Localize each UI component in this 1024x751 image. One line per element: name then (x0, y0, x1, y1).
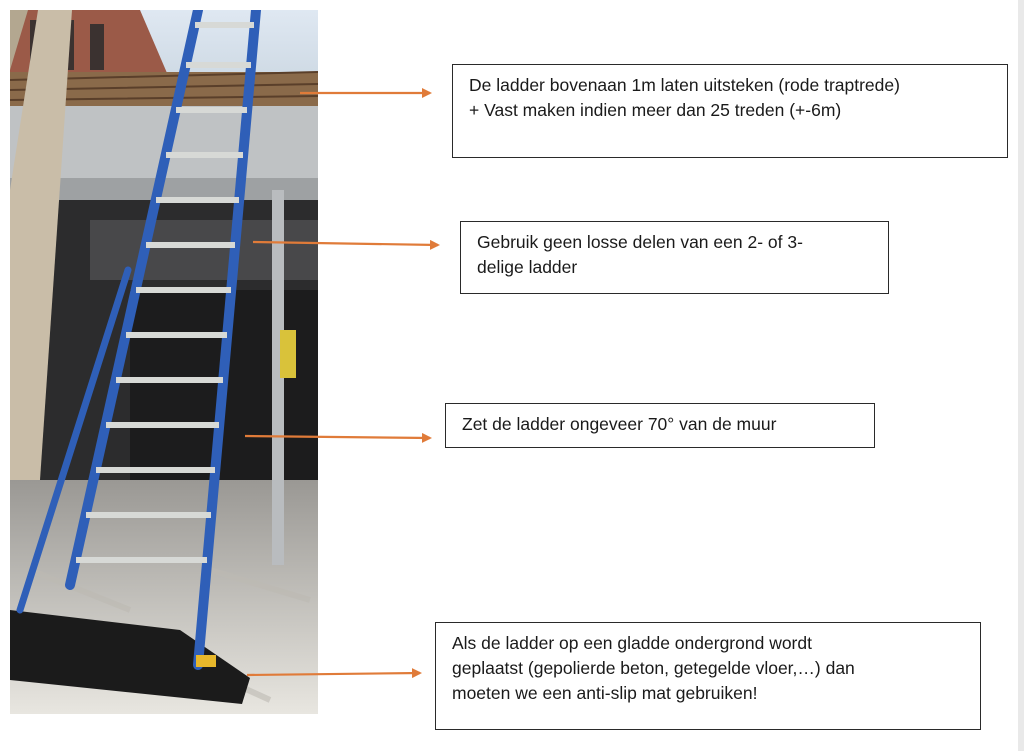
page-edge (1018, 0, 1024, 751)
note-anti-slip-mat: Als de ladder op een gladde ondergrond wordt geplaatst (gepolierde beton, getegelde vloer,…) dan moeten we een anti-slip mat gebruiken! (435, 622, 981, 730)
arrow-3 (245, 436, 430, 438)
arrow-4 (247, 673, 420, 675)
arrow-2 (253, 242, 438, 245)
note-angle-70: Zet de ladder ongeveer 70° van de muur (445, 403, 875, 448)
note-no-loose-parts: Gebruik geen losse delen van een 2- of 3- delige ladder (460, 221, 889, 294)
note-top-extension: De ladder bovenaan 1m laten uitsteken (rode traptrede) + Vast maken indien meer dan 25 treden (+-6m) (452, 64, 1008, 158)
